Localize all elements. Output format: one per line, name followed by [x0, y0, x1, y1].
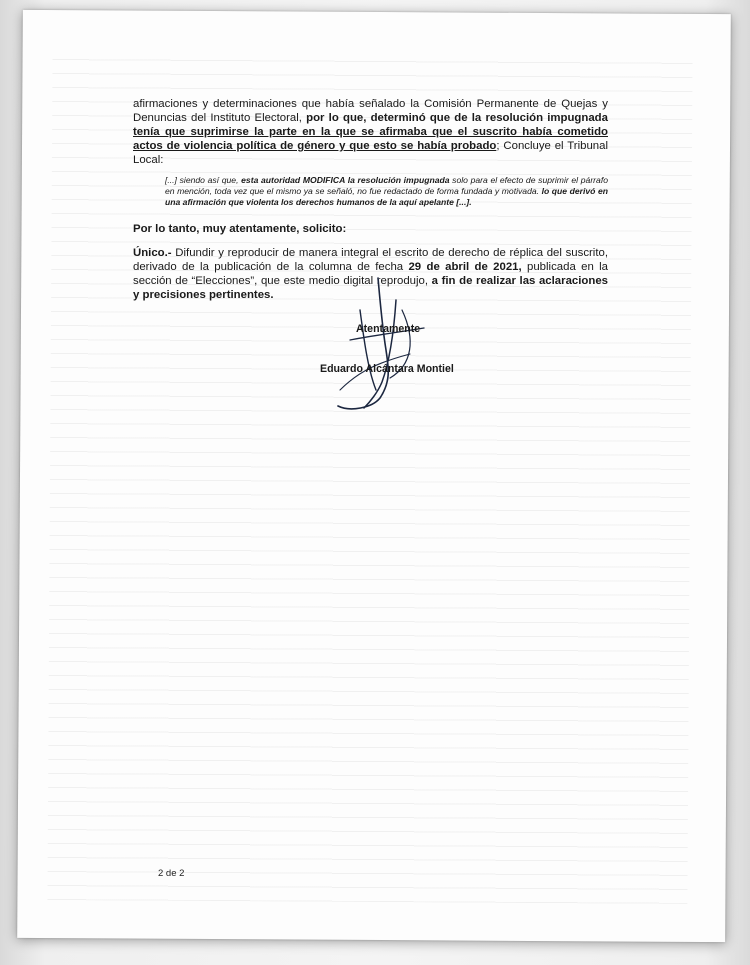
quote-text-1: [...] siendo así que, — [165, 175, 242, 185]
paragraph-intro-bold: por lo que, determinó que de la resolución impugnada — [306, 112, 608, 124]
page-number: 2 de 2 — [158, 868, 185, 879]
paragraph-intro-ending: ; Concluye el Tribunal Local: — [133, 140, 608, 166]
quote-text-2: solo para el efecto de suprimir el párrafo en mención, toda vez que el mismo ya se señaló, no fue redactado de forma fundada y motivada. — [165, 175, 608, 196]
signer-name: Eduardo Alcántara Montiel — [320, 363, 454, 375]
unico-text-2: publicada en la sección de “Elecciones”, que este medio digital reprodujo, — [133, 261, 609, 287]
paragraph-intro — [133, 97, 608, 167]
closing-atentamente: Atentamente — [356, 323, 421, 335]
request-heading: Por lo tanto, muy atentamente, solicito: — [133, 223, 347, 235]
unico-date: 29 de abril de 2021, — [408, 261, 522, 273]
handwritten-signature — [320, 270, 450, 420]
quote-bold-1: esta autoridad MODIFICA la resolución impugnada — [241, 175, 450, 185]
unico-label: Único.- — [133, 247, 172, 259]
block-quote — [165, 175, 608, 208]
unico-text-1: Difundir y reproducir de manera integral el escrito de derecho de réplica del suscrito, derivado de la publicación de la columna de fecha — [133, 247, 608, 273]
paragraph-intro-text: afirmaciones y determinaciones que había señalado la Comisión Permanente de Quejas y Denuncias del Instituto Electoral, — [133, 98, 608, 124]
unico-bold: a fin de realizar las aclaraciones y precisiones pertinentes. — [133, 275, 608, 301]
paragraph-intro-bold-underlined: tenía que suprimirse la parte en la que se afirmaba que el suscrito había cometido actos de violencia política de género y que esto se había probado — [133, 126, 608, 152]
quote-bold-2: lo que derivó en una afirmación que violenta los derechos humanos de la aquí apelante [...]. — [165, 186, 608, 207]
